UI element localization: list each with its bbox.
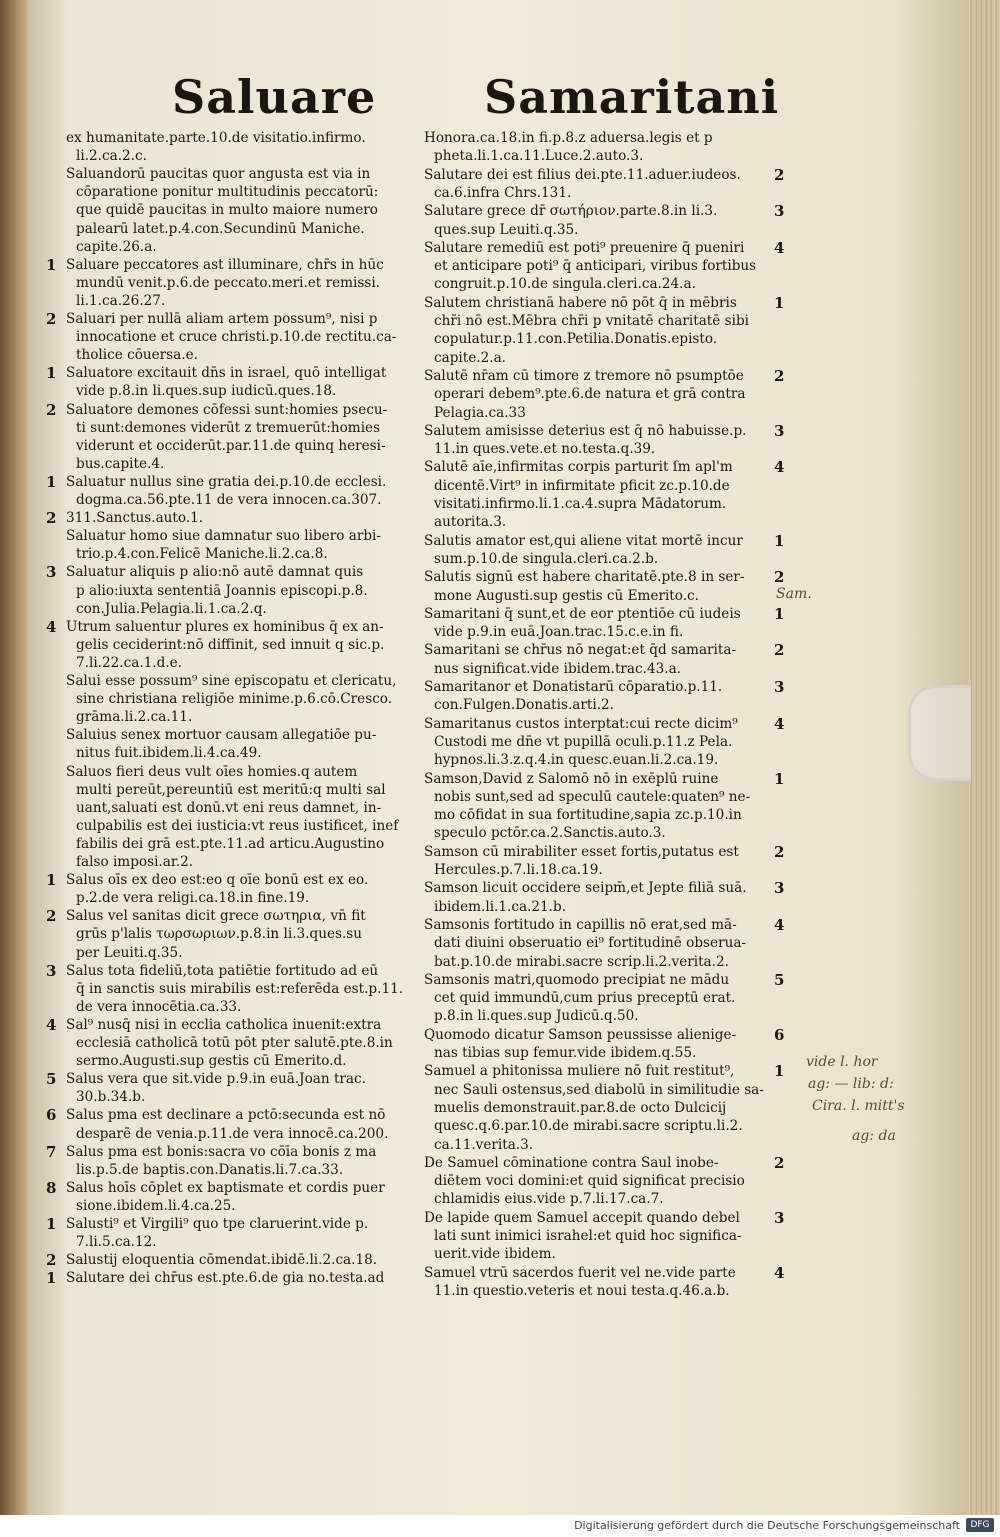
entry-line: lis.p.5.de baptis.con.Danatis.li.7.ca.33. [76, 1161, 344, 1178]
entry-line: copulatur.p.11.con.Petilia.Donatis.episto. [434, 331, 718, 348]
book-gutter [0, 0, 28, 1515]
entry-line: Samaritanus custos interptat:cui recte dicim⁹ [424, 715, 738, 732]
entry-number: 3 [774, 1208, 785, 1227]
entry-line: li.1.ca.26.27. [76, 292, 166, 309]
entry-line: Samaritani q̄ sunt,et de eor ptentiōe cū iudeis [424, 605, 741, 622]
entry-line: Salusti⁹ et Virgili⁹ quo tpe claruerint.vide p. [66, 1216, 369, 1232]
entry-number: 1 [46, 1215, 57, 1233]
entry-line: desparē de venia.p.11.de vera innocē.ca.200. [76, 1125, 389, 1142]
entry-number: 1 [46, 364, 57, 383]
entry-line: gelis ceciderint:nō diffinit, sed innuit q sic.p. [76, 636, 385, 653]
handwritten-note: ag: da [852, 1128, 896, 1144]
entry-number: 2 [46, 509, 57, 528]
entry-line: nec Sauli ostensus,sed diabolū in similitudie sa- [434, 1081, 764, 1098]
entry-number: 6 [46, 1106, 57, 1125]
entry-line: Saluatur homo siue damnatur suo libero arbi- [66, 528, 381, 545]
footer-credit: Digitalisierung gefördert durch die Deutsche Forschungsgemeinschaft [574, 1519, 960, 1532]
entry-line: Saluatore demones cōfessi sunt:homies psecu- [66, 401, 388, 418]
entry-line: bat.p.10.de mirabi.sacre scrip.li.2.verita.2. [434, 953, 729, 970]
entry-line: sermo.Augusti.sup gestis cū Emerito.d. [76, 1053, 347, 1070]
entry-number: 2 [774, 366, 785, 385]
entry-line: capite.2.a. [434, 349, 506, 366]
entry-line: ca.11.verita.3. [434, 1136, 534, 1153]
entry-line: Custodi me dn̄e vt pupillā oculi.p.11.z Pela. [434, 733, 733, 750]
entry-line: muelis demonstrauit.par.8.de octo Dulcicij [434, 1099, 727, 1116]
entry-line: per Leuiti.q.35. [76, 944, 183, 961]
entry-line: diētem voci domini:et quid significat precisio [434, 1173, 745, 1190]
entry-line: mo cōfidat in sua fortitudine,sapia zc.p.10.in [434, 807, 742, 824]
entry-line: Salus vel sanitas dicit grece σωτηρια, vn̄ fit [66, 908, 366, 925]
entry-line: p.2.de vera religi.ca.18.in fine.19. [76, 890, 310, 907]
entry-line: congruit.p.10.de singula.cleri.ca.24.a. [434, 276, 696, 293]
entry-line: Salui esse possum⁹ sine episcopatu et clericatu, [66, 673, 397, 689]
entry-number: 3 [774, 678, 785, 696]
entry-line: Saluandorū paucitas quor angusta est via in [66, 166, 371, 183]
entry-line: Saluari per nullā aliam artem possum⁹, nisi p [66, 311, 378, 327]
entry-line: Quomodo dicatur Samson peussisse alienige- [424, 1026, 737, 1043]
entry-line: Salustij eloquentia cōmendat.ibidē.li.2.ca.18. [66, 1252, 378, 1269]
header-left: Saluare [172, 70, 377, 124]
handwritten-note: Cira. l. mitt's [812, 1098, 905, 1114]
entry-number: 1 [774, 604, 785, 623]
entry-line: ca.6.infra Chrs.131. [434, 184, 572, 201]
header-right: Samaritani [484, 70, 780, 124]
entry-line: quesc.q.6.par.10.de mirabi.sacre scriptu.li.2. [434, 1118, 743, 1135]
entry-line: nas tibias sup femur.vide ibidem.q.55. [434, 1045, 697, 1061]
entry-line: nobis sunt,sed ad speculū cautele:quaten⁹ ne- [434, 788, 751, 805]
entry-line: Saluatur aliquis p alio:nō autē damnat quis [66, 564, 364, 581]
entry-line: Samuel vtrū sacerdos fuerit vel ne.vide parte [424, 1264, 736, 1281]
entry-line: Samson cū mirabiliter esset fortis,putatus est [424, 843, 739, 860]
entry-line: multi pereūt,pereuntiū est meritū:q multi sal [76, 781, 386, 798]
entry-line: autorita.3. [434, 514, 507, 531]
handwritten-note: ag: — lib: d: [808, 1076, 894, 1092]
entry-line: mundū venit.p.6.de peccato.meri.et remissi. [76, 274, 380, 291]
entry-line: Saluatore excitauit dn̄s in israel, quō intelligat [66, 365, 387, 382]
entry-line: nitus fuit.ibidem.li.4.ca.49. [76, 745, 262, 762]
entry-line: uerit.vide ibidem. [434, 1246, 556, 1263]
entry-number: 2 [46, 310, 57, 328]
entry-line: Salus vera que sit.vide p.9.in euā.Joan trac. [66, 1071, 366, 1088]
entry-line: 11.in questio.veteris et noui testa.q.46.a.b. [434, 1282, 730, 1299]
entry-number: 2 [774, 842, 785, 861]
paper-clip [908, 685, 971, 781]
entry-number: 6 [774, 1025, 785, 1044]
entry-line: grāma.li.2.ca.11. [76, 709, 193, 726]
entry-line: Samson,David z Salomō nō in exēplū ruine [424, 770, 719, 787]
entry-line: Sal⁹ nusq̄ nisi in ecclia catholica inuenit:extra [66, 1016, 382, 1033]
entry-line: 7.li.22.ca.1.d.e. [76, 654, 183, 671]
entry-line: falso imposi.ar.2. [76, 854, 194, 870]
entry-line: uant,saluati est donū.vt eni reus damnet, in- [76, 799, 382, 816]
entry-line: Salutare dei chr̄us est.pte.6.de gia no.testa.ad [66, 1270, 385, 1287]
entry-number: 1 [46, 1269, 57, 1288]
entry-line: fabilis dei grā est.pte.11.ad articu.Augustino [76, 835, 385, 852]
entry-line: cet quid immundū,cum prius preceptū erat. [434, 990, 736, 1007]
entry-line: Samaritani se chr̄us nō negat:et q̄d samarita- [424, 642, 737, 659]
entry-line: que quidē paucitas in multo maiore numero [76, 202, 378, 219]
entry-line: sum.p.10.de singula.cleri.ca.2.b. [434, 550, 659, 567]
entry-line: Saluius senex mortuor causam allegatiōe pu- [66, 727, 377, 744]
entry-line: 30.b.34.b. [76, 1089, 146, 1106]
entry-line: Salutare remediū est poti⁹ preuenire q̄ pueniri [424, 239, 745, 256]
entry-number: 2 [46, 907, 57, 926]
entry-number: 4 [774, 915, 785, 934]
entry-number: 5 [46, 1070, 57, 1089]
entry-line: Samuel a phitonissa muliere nō fuit restitut⁹, [424, 1063, 735, 1080]
entry-number: 1 [774, 293, 785, 312]
entry-line: Salutē aīe,infirmitas corpis parturit ſm apl'm [424, 459, 733, 476]
entry-number: 4 [774, 1263, 785, 1282]
entry-number: 1 [46, 255, 57, 274]
entry-line: chlamidis eius.vide p.7.li.17.ca.7. [434, 1191, 664, 1208]
entry-number: 2 [774, 568, 785, 587]
entry-line: cōparatione ponitur multitudinis peccatorū: [76, 184, 379, 201]
entry-line: Hercules.p.7.li.18.ca.19. [434, 862, 603, 878]
entry-line: pheta.li.1.ca.11.Luce.2.auto.3. [434, 148, 644, 165]
entry-number: 1 [774, 769, 785, 788]
entry-line: culpabilis est dei iusticia:vt reus iustificet, inef [76, 817, 399, 834]
entry-line: 11.in ques.vete.et no.testa.q.39. [434, 441, 656, 458]
entry-line: Pelagia.ca.33 [434, 404, 526, 421]
entry-line: Saluatur nullus sine gratia dei.p.10.de ecclesi. [66, 473, 387, 490]
entry-line: Salus pma est bonis:sacra vo cōīa bonis z ma [66, 1143, 377, 1160]
entry-number: 1 [774, 1062, 785, 1081]
entry-number: 2 [46, 1251, 57, 1270]
entry-line: Salutare grece dr̄ σωτήριον.parte.8.in li.3. [424, 203, 718, 220]
entry-line: Salutem amisisse deterius est q̄ nō habuisse.p. [424, 422, 747, 439]
entry-line: hypnos.li.3.z.q.4.in quesc.euan.li.2.ca.19. [434, 752, 719, 769]
entry-number: 3 [774, 879, 785, 898]
entry-number: 4 [774, 458, 785, 477]
entry-line: 7.li.5.ca.12. [76, 1234, 157, 1251]
entry-line: ti sunt:demones viderūt z tremuerūt:homies [76, 419, 381, 436]
entry-line: p alio:iuxta sententiā Joannis episcopi.p.8. [76, 582, 368, 599]
entry-line: vide p.8.in li.ques.sup iudicū.ques.18. [76, 383, 337, 400]
entry-line: de vera innocētia.ca.33. [76, 998, 242, 1015]
entry-line: mone Augusti.sup gestis cū Emerito.c. [434, 587, 699, 604]
entry-line: De lapide quem Samuel accepit quando debel [424, 1209, 740, 1226]
entry-line: ibidem.li.1.ca.21.b. [434, 898, 567, 915]
entry-number: 2 [46, 400, 57, 419]
entry-number: 1 [46, 871, 57, 890]
entry-line: sione.ibidem.li.4.ca.25. [76, 1197, 236, 1214]
entry-line: 311.Sanctus.auto.1. [66, 510, 204, 527]
entry-line: trio.p.4.con.Felicē Maniche.li.2.ca.8. [76, 546, 328, 563]
entry-line: speculo pctōr.ca.2.Sanctis.auto.3. [434, 825, 666, 842]
entry-line: sine christiana religiōe minime.p.6.cō.Cresco. [76, 691, 393, 708]
entry-line: Salutis amator est,qui aliene vitat mortē incur [424, 532, 743, 549]
handwritten-note: vide l. hor [806, 1054, 878, 1070]
entry-number: 2 [774, 1153, 785, 1172]
entry-line: viderunt et occiderūt.par.11.de quinq heresi- [76, 437, 386, 454]
entry-number: 5 [774, 970, 785, 989]
entry-line: innocatione et cruce christi.p.10.de rectitu.ca- [76, 329, 397, 346]
entry-line: q̄ in sanctis suis mirabilis est:referēda est.p.11. [76, 980, 404, 997]
entry-line: ecclesiā catholicā totū pōt pter salutē.pte.8.in [76, 1035, 393, 1051]
entry-line: Samsonis matri,quomodo precipiat ne mādu [424, 971, 730, 988]
entry-line: Salutē nr̄am cū timore z tremore nō psumptōe [424, 367, 744, 384]
entry-line: Samsonis fortitudo in capillis nō erat,sed mā- [424, 916, 737, 933]
entry-number: 4 [774, 238, 785, 257]
entry-number: 2 [774, 641, 785, 660]
entry-number: 2 [774, 165, 785, 184]
entry-line: con.Julia.Pelagia.li.1.ca.2.q. [76, 600, 267, 617]
entry-number: 7 [46, 1142, 57, 1161]
entry-line: capite.26.a. [76, 238, 157, 255]
entry-number: 1 [774, 531, 785, 550]
entry-line: Saluare peccatores ast illuminare, chr̄s in hūc [66, 256, 384, 273]
entry-line: visitati.infirmo.li.1.ca.4.supra Mādatorum. [434, 496, 727, 512]
entry-line: Honora.ca.18.in fi.p.8.z aduersa.legis et p [424, 130, 713, 146]
entry-line: palearū latet.p.4.con.Secundinū Maniche. [76, 220, 365, 237]
entry-line: Saluos fieri deus vult oīes homies.q autem [66, 763, 358, 780]
entry-line: Samaritanor et Donatistarū cōparatio.p.11. [424, 679, 723, 695]
entry-line: operari debem⁹.pte.6.de natura et grā contra [434, 386, 746, 403]
entry-line: et anticipare poti⁹ q̄ anticipari, viribus fortibus [434, 258, 757, 275]
entry-number: 3 [46, 961, 57, 980]
catchword: Sam. [776, 586, 812, 602]
entry-line: Salus oīs ex deo est:eo q oīe bonū est ex eo. [66, 872, 369, 889]
entry-line: Salus tota fideliū,tota patiētie fortitudo ad eū [66, 962, 379, 979]
entry-line: ques.sup Leuiti.q.35. [434, 221, 579, 238]
entry-number: 3 [774, 421, 785, 440]
entry-line: Samson licuit occidere seipm̄,et Jepte filiā suā. [424, 880, 747, 897]
entry-number: 4 [774, 714, 785, 733]
entry-line: p.8.in li.ques.sup Judicū.q.50. [434, 1008, 639, 1025]
entry-line: Salus hoīs cōplet ex baptismate et cordis puer [66, 1179, 385, 1196]
entry-line: tholice cōuersa.e. [76, 347, 198, 364]
page-edges [968, 0, 1000, 1515]
entry-line: chr̄i nō est.Mēbra chr̄i p vnitatē charitatē sibi [434, 313, 750, 329]
entry-line: Salus pma est declinare a pctō:secunda est nō [66, 1107, 386, 1124]
entry-line: De Samuel cōminatione contra Saul inobe- [424, 1154, 719, 1171]
entry-line: Salutis signū est habere charitatē.pte.8 in ser- [424, 569, 745, 586]
entry-line: ex humanitate.parte.10.de visitatio.infirmo. [66, 130, 366, 146]
entry-number: 4 [46, 1015, 57, 1034]
entry-number: 3 [774, 202, 785, 221]
entry-line: nus significat.vide ibidem.trac.43.a. [434, 660, 681, 677]
entry-line: Salutem christianā habere nō pōt q̄ in mēbris [424, 294, 737, 311]
entry-line: Salutare dei est filius dei.pte.11.aduer.iudeos. [424, 166, 741, 183]
entry-line: con.Fulgen.Donatis.arti.2. [434, 697, 614, 714]
entry-line: dogma.ca.56.pte.11 de vera innocen.ca.307. [76, 492, 382, 508]
entry-line: grūs p'lalis τωρσωριων.p.8.in li.3.ques.su [76, 926, 363, 943]
entry-number: 8 [46, 1178, 57, 1197]
entry-number: 1 [46, 472, 57, 491]
entry-line: dicentē.Virt⁹ in infirmitate pficit zc.p.10.de [434, 477, 730, 494]
entry-line: Utrum saluentur plures ex hominibus q̄ ex an- [66, 618, 384, 635]
entry-line: bus.capite.4. [76, 455, 165, 472]
entry-line: li.2.ca.2.c. [76, 148, 147, 165]
dfg-logo: DFG [966, 1518, 994, 1532]
entry-line: lati sunt inimici israhel:et quid hoc significa- [434, 1228, 742, 1244]
entry-number: 4 [46, 617, 57, 636]
entry-line: dati diuini obseruatio ei⁹ fortitudinē obserua- [434, 935, 747, 952]
entry-number: 3 [46, 563, 57, 582]
entry-line: vide p.9.in euā.Joan.trac.15.c.e.in fi. [434, 624, 684, 641]
